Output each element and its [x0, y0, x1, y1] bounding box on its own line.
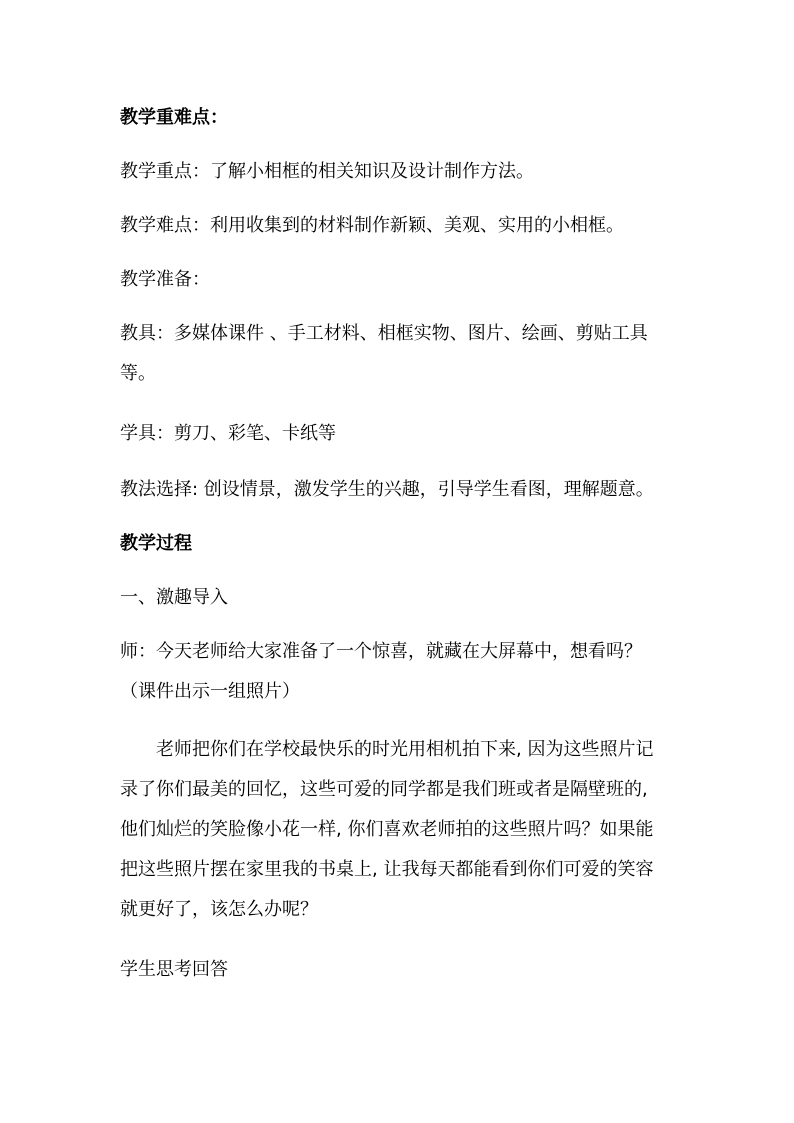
teacher-speech-line2: （课件出示一组照片） — [120, 681, 300, 702]
teacher-speech-line1: 师：今天老师给大家准备了一个惊喜，就藏在大屏幕中，想看吗？ — [120, 641, 642, 662]
paragraph-line: 老师把你们在学校最快乐的时光用相机拍下来, 因为这些照片记 — [156, 739, 654, 760]
process-heading: 教学过程 — [120, 533, 192, 554]
teacher-tools-text-line2: 等。 — [120, 363, 156, 384]
student-answer-text: 学生思考回答 — [120, 959, 228, 980]
teacher-paragraph — [120, 734, 690, 926]
paragraph-line: 他们灿烂的笑脸像小花一样, 你们喜欢老师拍的这些照片吗？如果能 — [120, 819, 654, 840]
key-point-text: 教学重点：了解小相框的相关知识及设计制作方法。 — [120, 161, 534, 182]
section-one-heading: 一、激趣导入 — [120, 587, 228, 608]
paragraph-line: 就更好了，该怎么办呢？ — [120, 899, 318, 920]
difficult-point-text: 教学难点：利用收集到的材料制作新颖、美观、实用的小相框。 — [120, 215, 624, 236]
heading-key-difficult: 教学重难点： — [120, 107, 228, 128]
preparation-heading: 教学准备： — [120, 269, 210, 290]
paragraph-line: 把这些照片摆在家里我的书桌上, 让我每天都能看到你们可爱的笑容 — [120, 859, 654, 880]
teacher-tools-text-line1: 教具：多媒体课件 、手工材料、相框实物、图片、绘画、剪贴工具 — [120, 323, 648, 344]
student-tools-text: 学具：剪刀、彩笔、卡纸等 — [120, 423, 336, 444]
teaching-method-text: 教法选择: 创设情景，激发学生的兴趣，引导学生看图，理解题意。 — [120, 479, 654, 500]
paragraph-line: 录了你们最美的回忆，这些可爱的同学都是我们班或者是隔壁班的, — [120, 779, 648, 800]
